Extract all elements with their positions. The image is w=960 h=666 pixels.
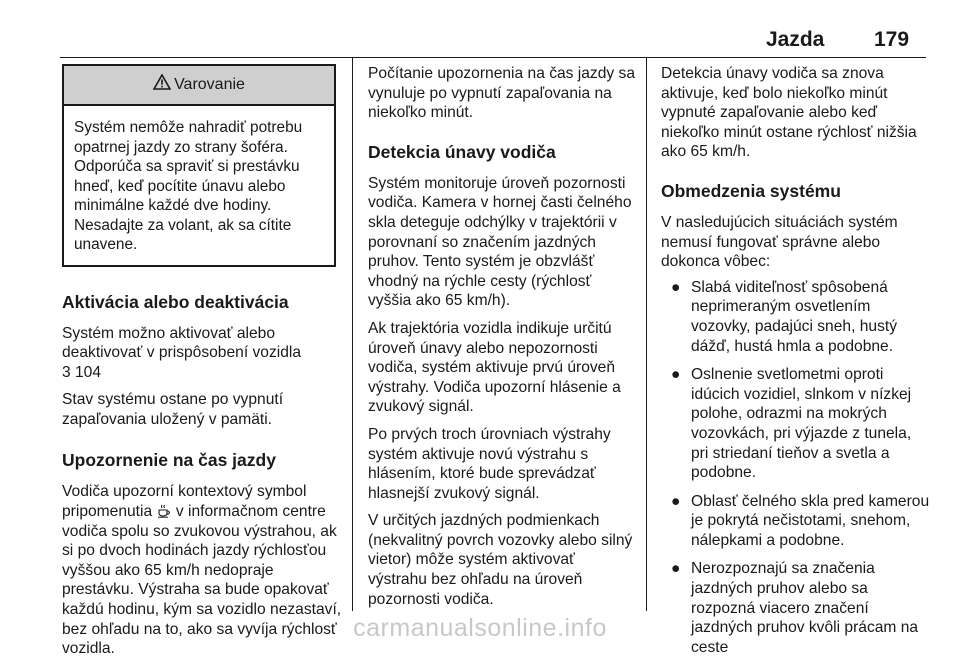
list-item [661,365,931,483]
section-title: Jazda [766,28,825,51]
page-number: 179 [874,28,910,51]
paragraph-memory: Stav systému ostane po vypnutí zapaľovania uložený v pamäti. [62,391,284,428]
column-divider [352,58,353,611]
list-item-text: Slabá viditeľnosť spôsobená neprimeraným osvetlením vozovky, padajúci sneh, hustý dážď, hustá hmla a podobne. [691,278,898,355]
paragraph-activation [62,324,342,383]
list-item [661,278,931,356]
coffee-cup-icon [157,503,176,520]
warning-box [62,64,336,267]
column-3 [661,64,931,666]
heading-fatigue-detection: Detekcia únavy vodiča [368,141,556,162]
warning-heading: Varovanie [174,76,245,94]
heading-activation: Aktivácia alebo deaktivácia [62,291,289,312]
paragraph-reset: Počítanie upozornenia na čas jazdy sa vynuluje po vypnutí zapaľovania na niekoľko minút. [368,65,635,122]
warning-text: Systém nemôže nahradiť potrebu opatrnej jazdy zo strany šoféra. Odporúča sa spraviť si prestávku hneď, keď pocítite únavu alebo minimálne každé dve hodiny. Nesadajte za volant, ak sa cítite unavene. [74,119,303,253]
warning-header [64,66,334,106]
page-header [0,0,960,56]
column-1 [62,64,342,659]
warning-triangle-icon [153,74,171,96]
paragraph-reactivation: Detekcia únavy vodiča sa znova aktivuje, keď bolo niekoľko minút vypnuté zapaľovanie alebo keď niekoľko minút ostane rýchlosť nižšia ako 65 km/h. [661,65,917,161]
paragraph-break-text-b: v informačnom centre vodiča spolu so zvukovou výstrahou, ak si po dvoch hodinách jazdy rýchlosťou vyššou ako 65 km/h nedopraje prestávku. Výstraha sa bude opakovať každú hodinu, kým sa vozidlo nezastaví, bez ohľadu na to, ako sa vyvíja rýchlosť vozidla. [62,503,342,658]
paragraph-fatigue-2: Ak trajektória vozidla indikuje určitú úroveň únavy alebo nepozornosti vodiča, systém aktivuje prvú úroveň výstrahy. Vodiča upozorní hlásenie a zvukový signál. [368,319,621,416]
paragraph-break-text-a: Vodiča upozorní kontextový symbol pripomenutia [62,483,307,521]
heading-break-alert: Upozornenie na čas jazdy [62,450,276,471]
paragraph-fatigue-4: V určitých jazdných podmienkach (nekvalitný povrch vozovky alebo silný vietor) môže systém aktivovať výstrahu bez ohľadu na úroveň pozornosti vodiča. [368,512,633,608]
list-item-text: Nerozpoznajú sa značenia jazdných pruhov alebo sa rozpozná viacero značení jazdných pruhov kvôli prácam na ceste [691,560,919,656]
limitations-list [661,278,931,658]
bullet-icon: ● [671,492,681,510]
paragraph-limits-intro: V nasledujúcich situáciách systém nemusí fungovať správne alebo dokonca vôbec: [661,213,898,271]
bullet-icon: ● [671,560,681,578]
column-2 [368,64,638,609]
list-item-text: Oslnenie svetlometmi oproti idúcich vozidiel, slnkom v nízkej polohe, odrazmi na mokrých vozovkách, pri výjazde z tunela, pri striedaní tieňov a svetla a podobne. [691,366,912,482]
column-divider [646,58,647,611]
header-rule [60,57,926,58]
bullet-icon: ● [671,278,681,296]
list-item-text: Oblasť čelného skla pred kamerou je pokrytá nečistotami, snehom, nálepkami a podobne. [691,492,930,549]
page-reference-link[interactable]: 3 104 [62,363,102,381]
paragraph-fatigue-1: Systém monitoruje úroveň pozornosti vodiča. Kamera v hornej časti čelného skla deteguje odchýlky v trajektórii v porovnaní so značením jazdných pruhov. Tento systém je obzvlášť vhodný na rýchle cesty (rýchlosť vyššia ako 65 km/h). [368,174,632,310]
bullet-icon: ● [671,366,681,384]
watermark: carmanualsonline.info [353,614,607,642]
paragraph-fatigue-3: Po prvých troch úrovniach výstrahy systém aktivuje novú výstrahu s hlásením, ktoré bude sprevádzať hlasnejší zvukový signál. [368,425,611,502]
list-item [661,492,931,551]
heading-system-limits: Obmedzenia systému [661,180,841,201]
paragraph-activation-text: Systém možno aktivovať alebo deaktivovať v prispôsobení vozidla [62,324,302,362]
